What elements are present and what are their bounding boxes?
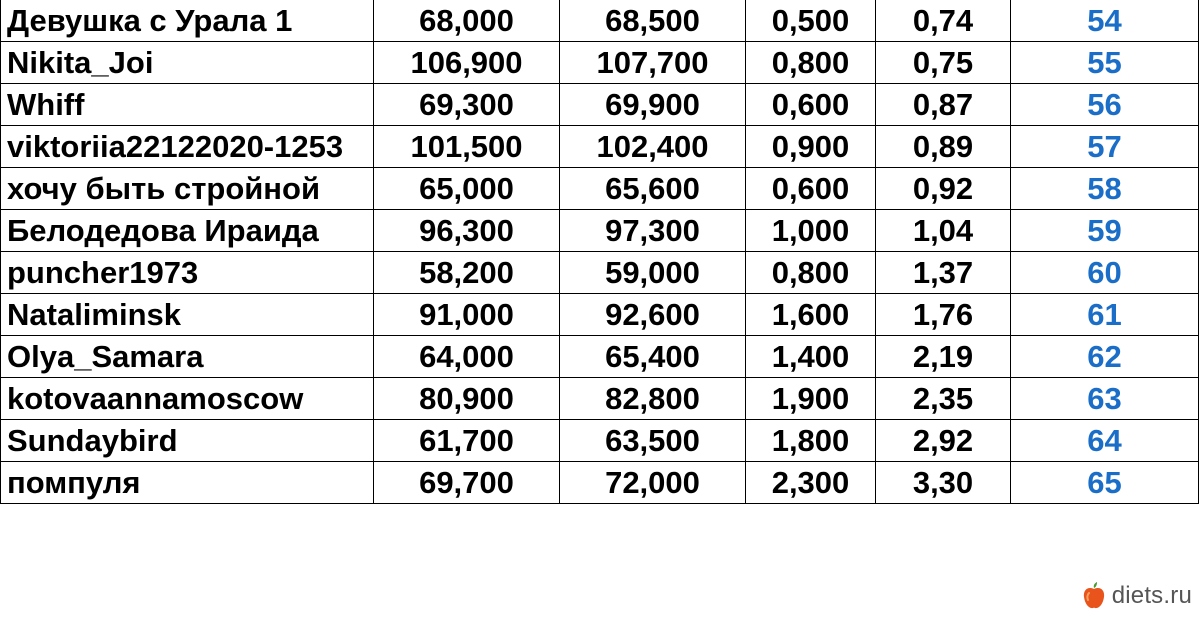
current-weight-cell: 97,300 (560, 210, 746, 252)
current-weight-cell: 63,500 (560, 420, 746, 462)
rank-cell: 57 (1011, 126, 1199, 168)
weight-difference-cell: 2,300 (746, 462, 876, 504)
weight-difference-cell: 1,800 (746, 420, 876, 462)
start-weight-cell: 69,300 (374, 84, 560, 126)
current-weight-cell: 69,900 (560, 84, 746, 126)
weight-difference-cell: 0,600 (746, 168, 876, 210)
start-weight-cell: 69,700 (374, 462, 560, 504)
watermark-text: diets.ru (1111, 582, 1192, 609)
rank-cell: 65 (1011, 462, 1199, 504)
percent-change-cell: 1,76 (876, 294, 1011, 336)
table-row (1, 420, 1199, 462)
weight-difference-cell: 1,000 (746, 210, 876, 252)
table-row (1, 378, 1199, 420)
table-row (1, 210, 1199, 252)
current-weight-cell: 59,000 (560, 252, 746, 294)
weight-difference-cell: 1,600 (746, 294, 876, 336)
diets-ru-watermark (1082, 581, 1192, 611)
percent-change-cell: 2,19 (876, 336, 1011, 378)
results-table-body (1, 0, 1199, 504)
participant-name-cell: Whiff (1, 84, 374, 126)
table-row (1, 168, 1199, 210)
rank-cell: 64 (1011, 420, 1199, 462)
start-weight-cell: 64,000 (374, 336, 560, 378)
table-row (1, 462, 1199, 504)
table-row (1, 126, 1199, 168)
table-row (1, 84, 1199, 126)
start-weight-cell: 106,900 (374, 42, 560, 84)
rank-cell: 55 (1011, 42, 1199, 84)
current-weight-cell: 72,000 (560, 462, 746, 504)
table-row (1, 294, 1199, 336)
rank-cell: 58 (1011, 168, 1199, 210)
current-weight-cell: 65,400 (560, 336, 746, 378)
participant-name-cell: Белодедова Ираида (1, 210, 374, 252)
participant-name-cell: Nataliminsk (1, 294, 374, 336)
start-weight-cell: 68,000 (374, 0, 560, 42)
percent-change-cell: 1,37 (876, 252, 1011, 294)
apple-logo-icon (1082, 582, 1106, 610)
percent-change-cell: 2,92 (876, 420, 1011, 462)
rank-cell: 62 (1011, 336, 1199, 378)
participant-name-cell: Olya_Samara (1, 336, 374, 378)
start-weight-cell: 61,700 (374, 420, 560, 462)
weight-difference-cell: 0,900 (746, 126, 876, 168)
percent-change-cell: 0,75 (876, 42, 1011, 84)
current-weight-cell: 68,500 (560, 0, 746, 42)
percent-change-cell: 0,74 (876, 0, 1011, 42)
percent-change-cell: 0,89 (876, 126, 1011, 168)
start-weight-cell: 91,000 (374, 294, 560, 336)
rank-cell: 60 (1011, 252, 1199, 294)
start-weight-cell: 96,300 (374, 210, 560, 252)
weight-difference-cell: 1,900 (746, 378, 876, 420)
current-weight-cell: 92,600 (560, 294, 746, 336)
percent-change-cell: 2,35 (876, 378, 1011, 420)
table-row (1, 336, 1199, 378)
percent-change-cell: 3,30 (876, 462, 1011, 504)
start-weight-cell: 65,000 (374, 168, 560, 210)
weight-difference-cell: 0,600 (746, 84, 876, 126)
current-weight-cell: 65,600 (560, 168, 746, 210)
start-weight-cell: 80,900 (374, 378, 560, 420)
rank-cell: 54 (1011, 0, 1199, 42)
current-weight-cell: 102,400 (560, 126, 746, 168)
participant-name-cell: Девушка с Урала 1 (1, 0, 374, 42)
weight-difference-cell: 0,500 (746, 0, 876, 42)
start-weight-cell: 101,500 (374, 126, 560, 168)
rank-cell: 56 (1011, 84, 1199, 126)
weight-difference-cell: 0,800 (746, 252, 876, 294)
participant-name-cell: kotovaannamoscow (1, 378, 374, 420)
table-row (1, 252, 1199, 294)
current-weight-cell: 107,700 (560, 42, 746, 84)
current-weight-cell: 82,800 (560, 378, 746, 420)
table-row (1, 0, 1199, 42)
weight-difference-cell: 0,800 (746, 42, 876, 84)
start-weight-cell: 58,200 (374, 252, 560, 294)
participant-name-cell: viktoriia22122020-1253 (1, 126, 374, 168)
rank-cell: 59 (1011, 210, 1199, 252)
percent-change-cell: 0,87 (876, 84, 1011, 126)
participant-name-cell: хочу быть стройной (1, 168, 374, 210)
table-row (1, 42, 1199, 84)
participant-name-cell: Nikita_Joi (1, 42, 374, 84)
participant-name-cell: puncher1973 (1, 252, 374, 294)
percent-change-cell: 1,04 (876, 210, 1011, 252)
weight-difference-cell: 1,400 (746, 336, 876, 378)
percent-change-cell: 0,92 (876, 168, 1011, 210)
participant-name-cell: Sundaybird (1, 420, 374, 462)
rank-cell: 63 (1011, 378, 1199, 420)
participant-name-cell: помпуля (1, 462, 374, 504)
rank-cell: 61 (1011, 294, 1199, 336)
